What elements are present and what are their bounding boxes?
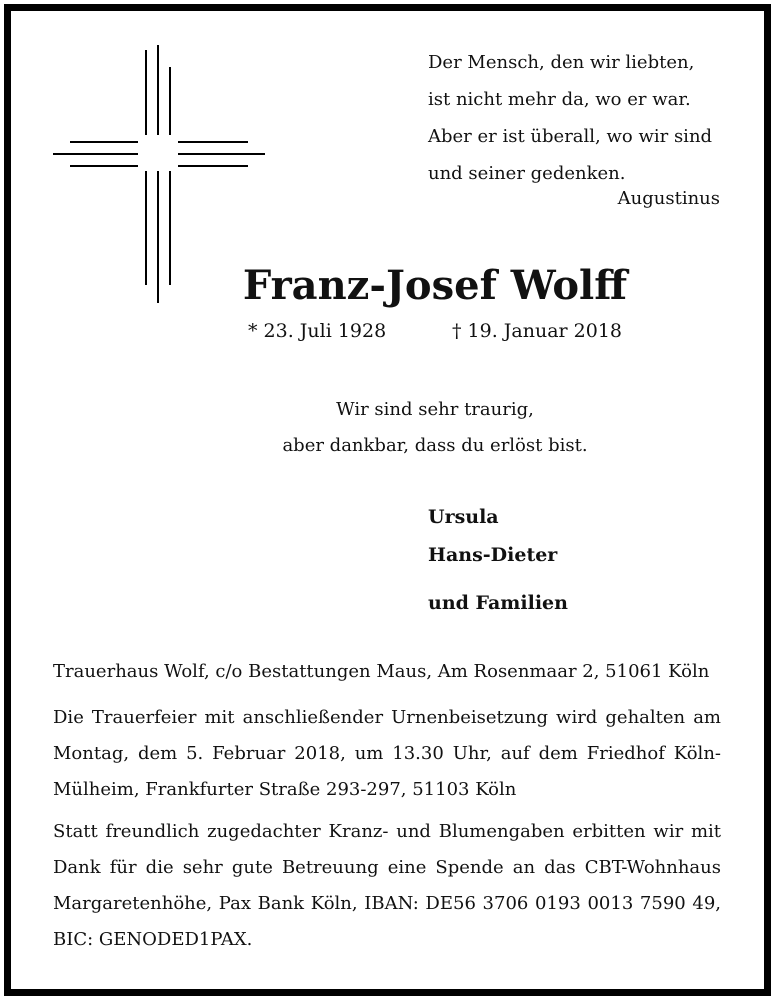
quote-line: ist nicht mehr da, wo er war. bbox=[428, 89, 691, 110]
family-member: Ursula bbox=[428, 506, 499, 528]
quote-author: Augustinus bbox=[617, 188, 720, 209]
birth-date: * 23. Juli 1928 bbox=[248, 320, 387, 342]
mourning-saying bbox=[200, 392, 670, 464]
family-member: Hans-Dieter bbox=[428, 544, 558, 566]
death-date: † 19. Januar 2018 bbox=[452, 320, 623, 342]
donation-notice: Statt freundlich zugedachter Kranz- und Blumengaben erbitten wir mit Dank für die sehr gute Betreuung eine Spende an das CBT-Wohnhaus Margaretenhöhe, Pax Bank Köln, IBAN: DE56 3706 0193 0013 7590 49, BIC: GENODED1PAX. bbox=[53, 821, 721, 950]
quote-line: und seiner gedenken. bbox=[428, 163, 626, 184]
family-signatures bbox=[428, 498, 568, 622]
memorial-quote bbox=[428, 44, 712, 192]
deceased-name: Franz-Josef Wolff bbox=[242, 262, 628, 309]
mourning-house-address: Trauerhaus Wolf, c/o Bestattungen Maus, Am Rosenmaar 2, 51061 Köln bbox=[53, 661, 710, 682]
saying-line: aber dankbar, dass du erlöst bist. bbox=[282, 435, 588, 456]
family-closing: und Familien bbox=[428, 592, 568, 614]
quote-line: Aber er ist überall, wo wir sind bbox=[428, 126, 713, 147]
funeral-ceremony-notice: Die Trauerfeier mit anschließender Urnenbeisetzung wird gehalten am Montag, dem 5. Februar 2018, um 13.30 Uhr, auf dem Friedhof Köln-Mülheim, Frankfurter Straße 293-297, 51103 Köln bbox=[53, 707, 721, 800]
quote-line: Der Mensch, den wir liebten, bbox=[428, 52, 695, 73]
saying-line: Wir sind sehr traurig, bbox=[336, 399, 534, 420]
